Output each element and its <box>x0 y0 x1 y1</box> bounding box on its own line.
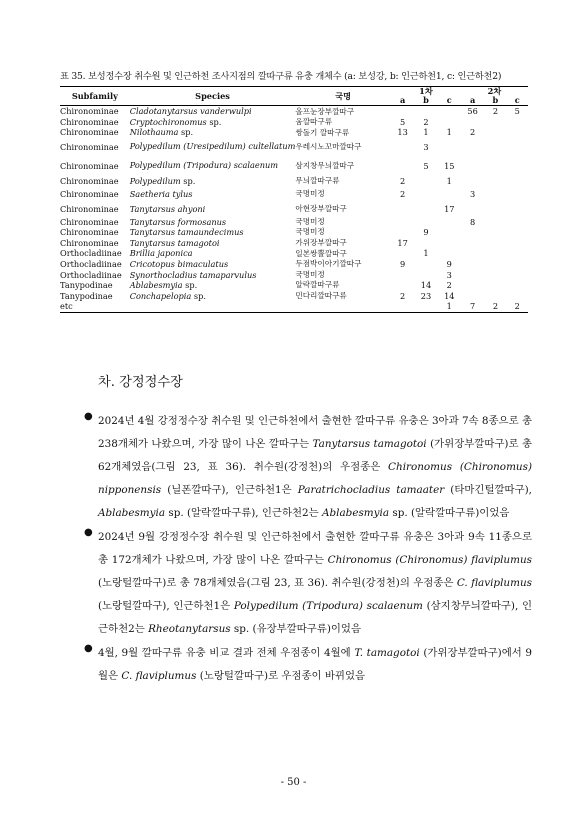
count-cell: 2 <box>400 175 406 186</box>
count-cell <box>391 106 414 117</box>
text-segment: (삼지창무늬깔따구), 인근하천2는 <box>98 600 533 635</box>
table-caption: 표 35. 보성정수장 취수원 및 인근하천 조사지점의 깔따구류 유충 개체수 (a: 보성강, b: 인근하천1, c: 인근하천2) <box>60 71 502 82</box>
korean-name-cell <box>295 301 391 312</box>
count-cell <box>461 176 484 187</box>
species-name: Synorthocladius tamaparvulus <box>129 269 257 280</box>
count-cell: 13 <box>397 127 408 138</box>
count-cell <box>484 269 506 280</box>
text-segment: (타마긴털깔따구), <box>444 484 532 496</box>
count-cell <box>484 186 506 201</box>
count-cell <box>414 186 437 201</box>
subfamily-cell: Orthocladiinae <box>60 269 122 280</box>
table-row <box>60 269 528 280</box>
table-row <box>60 280 528 291</box>
text-segment: (노랑털깔따구), 인근하천1은 <box>98 600 234 612</box>
subfamily-cell: Tanypodinae <box>60 290 113 301</box>
subfamily-cell: etc <box>60 301 130 312</box>
count-cell <box>461 227 484 238</box>
subfamily-cell: Chironominae <box>60 106 119 117</box>
scientific-name: C. flaviplumus <box>121 670 197 682</box>
table-row <box>60 291 528 302</box>
species-cell <box>130 291 296 302</box>
header-site: a <box>461 96 484 106</box>
species-cell <box>130 216 296 227</box>
count-cell <box>484 201 506 216</box>
korean-name-cell: 올프눈장부깔따구 <box>295 106 355 116</box>
count-cell: 2 <box>492 106 499 117</box>
count-cell <box>438 216 461 227</box>
subfamily-cell: Chironominae <box>60 175 119 186</box>
subfamily-cell: Chironominae <box>60 116 119 127</box>
subfamily-cell: Orthocladiinae <box>60 258 122 269</box>
subfamily-cell: Orthocladiinae <box>60 248 122 259</box>
count-cell <box>438 186 461 201</box>
header-round-1: 1차 <box>391 87 461 97</box>
text-segment: 2024년 4월 강정정수장 취수원 및 인근하천에서 출현한 깔따구류 유충은 3아과 7속 8종으로 총 238개체가 나왔으며, 가장 많이 나온 깔따구는 <box>98 415 532 450</box>
table-row <box>60 301 528 312</box>
count-cell <box>391 201 414 216</box>
species-suffix: sp. <box>180 175 196 186</box>
table-row <box>60 227 528 238</box>
count-cell <box>391 280 414 291</box>
count-cell <box>414 269 437 280</box>
count-cell: 1 <box>446 175 452 186</box>
scientific-name: Ablabesmyia <box>322 507 390 519</box>
count-cell: 2 <box>507 301 528 312</box>
species-name: Saetheria tylus <box>129 188 193 199</box>
table-row <box>60 186 528 201</box>
subfamily-cell: Chironominae <box>60 161 119 172</box>
species-name: Nilothauma <box>129 127 179 138</box>
count-cell <box>461 248 484 259</box>
count-cell: 5 <box>514 106 520 117</box>
count-cell: 5 <box>423 161 429 172</box>
count-cell <box>438 106 461 117</box>
count-cell: 2 <box>400 290 406 301</box>
header-site: c <box>507 96 528 106</box>
korean-name-cell: 국명미정 <box>295 216 325 226</box>
section-title: 차. 강정정수장 <box>98 375 183 390</box>
table-row <box>60 106 528 117</box>
species-cell <box>130 176 296 187</box>
scientific-name: Rheotanytarsus <box>148 623 231 635</box>
count-cell <box>461 280 484 291</box>
count-cell: 17 <box>397 237 408 248</box>
count-cell <box>391 248 414 259</box>
count-cell <box>438 138 461 157</box>
count-cell <box>484 248 506 259</box>
table-row <box>60 117 528 128</box>
count-cell: 8 <box>470 216 476 227</box>
count-cell: 5 <box>400 116 406 127</box>
header-site: b <box>414 96 437 106</box>
species-name: Tanytarsus tamaundecimus <box>129 227 244 238</box>
scientific-name: T. tamagotoi <box>354 647 420 659</box>
count-cell <box>484 216 506 227</box>
count-cell <box>461 157 484 176</box>
count-cell <box>507 201 528 216</box>
species-name: Conchapelopia <box>129 290 192 301</box>
count-cell <box>484 157 506 176</box>
bullet-item <box>84 526 532 641</box>
count-cell <box>461 291 484 302</box>
count-cell: 7 <box>461 301 484 312</box>
bullet-text <box>98 526 532 641</box>
count-cell <box>414 238 437 249</box>
species-name: Cladotanytarsus vanderwulpi <box>129 106 252 117</box>
korean-name-cell: 알락깔따구류 <box>295 280 340 290</box>
subfamily-cell: Chironominae <box>60 127 119 138</box>
table-row <box>60 176 528 187</box>
count-cell: 9 <box>446 258 452 269</box>
count-cell <box>438 248 461 259</box>
count-cell <box>391 227 414 238</box>
bullet-icon: ● <box>84 527 93 538</box>
scientific-name: Chironomus (Chironomus) flaviplumus <box>327 554 532 566</box>
header-subfamily: Subfamily <box>60 87 130 106</box>
count-cell <box>507 127 528 138</box>
species-cell <box>130 201 296 216</box>
count-cell: 1 <box>423 127 429 138</box>
count-cell <box>414 301 437 312</box>
count-cell: 1 <box>446 127 452 138</box>
text-segment: 4월, 9월 깔따구류 유충 비교 결과 전체 우점종이 4월에 <box>98 647 355 659</box>
korean-name-cell: 우레시노꼬마깔따구 <box>295 142 362 152</box>
species-table <box>60 86 528 313</box>
table-row <box>60 248 528 259</box>
count-cell: 2 <box>484 301 506 312</box>
text-segment: sp. (알락깔따구류), 인근하천2는 <box>165 507 322 519</box>
count-cell <box>391 269 414 280</box>
header-site: a <box>391 96 414 106</box>
table-row <box>60 157 528 176</box>
species-name: Cricotopus bimaculatus <box>129 258 229 269</box>
page-number: - 50 - <box>280 777 307 788</box>
bullet-icon: ● <box>84 643 93 654</box>
korean-name-cell: 국명미정 <box>295 189 325 199</box>
species-cell <box>130 186 296 201</box>
korean-name-cell: 두점박이아기깔따구 <box>295 259 362 269</box>
subfamily-cell: Tanypodinae <box>60 280 113 291</box>
text-segment: (노랑털깔따구)로 총 78개체였음(그림 23, 표 36). 취수원(강정천)의 우점종은 <box>98 577 457 589</box>
count-cell <box>507 216 528 227</box>
count-cell <box>414 176 437 187</box>
species-name: Polypedilum <box>129 175 181 186</box>
count-cell <box>484 291 506 302</box>
count-cell <box>484 138 506 157</box>
species-cell <box>130 127 296 138</box>
scientific-name: Chironomus (Chironomus) nipponensis <box>98 461 532 496</box>
korean-name-cell: 국명미정 <box>295 269 325 279</box>
species-cell <box>130 138 296 157</box>
korean-name-cell: 쌍돌기 깔따구류 <box>295 127 350 137</box>
count-cell: 2 <box>400 188 406 199</box>
subfamily-cell: Chironominae <box>60 237 119 248</box>
korean-name-cell: 민다리깔따구류 <box>295 291 347 301</box>
text-segment: (노랑털깔따구)로 우점종이 바뀌었음 <box>196 670 366 682</box>
table-row <box>60 201 528 216</box>
species-cell <box>130 157 296 176</box>
count-cell: 17 <box>444 203 455 214</box>
table-row <box>60 259 528 270</box>
count-cell <box>507 227 528 238</box>
species-cell <box>130 248 296 259</box>
scientific-name: Paratrichocladius tamaater <box>297 484 445 496</box>
count-cell: 2 <box>423 116 429 127</box>
count-cell: 56 <box>467 106 478 117</box>
korean-name-cell: 일본쌍뿔깔따구 <box>295 248 347 258</box>
species-name: Brillia japonica <box>129 248 193 259</box>
species-cell <box>130 227 296 238</box>
count-cell: 1 <box>423 248 429 259</box>
count-cell <box>391 216 414 227</box>
species-cell <box>130 280 296 291</box>
count-cell: 2 <box>470 127 476 138</box>
species-cell <box>130 238 296 249</box>
table-row <box>60 216 528 227</box>
scientific-name: Ablabesmyia <box>98 507 166 519</box>
bullet-text <box>98 410 532 525</box>
species-name: Ablabesmyia <box>129 280 183 291</box>
count-cell <box>414 201 437 216</box>
text-segment: sp. (유장부깔따구류)이었음 <box>230 623 361 635</box>
text-segment: sp. (알락깔따구류)이었음 <box>389 507 510 519</box>
count-cell <box>461 201 484 216</box>
bullet-item <box>84 410 532 525</box>
header-species: Species <box>130 87 296 106</box>
species-cell <box>130 106 296 117</box>
text-segment: (가위장부깔따구)로 총 62개체였음(그림 23, 표 36). 취수원(강정천)의 우점종은 <box>98 438 532 473</box>
count-cell <box>438 117 461 128</box>
text-segment: (닐폰깔따구), 인근하천1은 <box>161 484 298 496</box>
species-name: Tanytarsus ahyoni <box>129 203 206 214</box>
table-row <box>60 138 528 157</box>
korean-name-cell: 국명미정 <box>295 227 325 237</box>
header-round-2: 2차 <box>461 87 528 97</box>
species-name: Tanytarsus tamagotoi <box>129 237 220 248</box>
count-cell <box>391 138 414 157</box>
header-site: c <box>438 96 461 106</box>
header-korean-name: 국명 <box>295 87 391 106</box>
korean-name-cell: 아현장부깔따구 <box>295 204 347 214</box>
species-suffix: sp. <box>178 127 194 138</box>
count-cell <box>484 238 506 249</box>
count-cell <box>484 127 506 138</box>
count-cell: 3 <box>446 269 452 280</box>
count-cell <box>507 269 528 280</box>
count-cell <box>507 291 528 302</box>
count-cell <box>461 138 484 157</box>
count-cell <box>391 301 414 312</box>
count-cell <box>484 227 506 238</box>
text-segment: 2024년 9월 강정정수장 취수원 및 인근하천에서 출현한 깔따구류 유충은 3아과 9속 11종으로 총 172개체가 나왔으며, 가장 많이 나온 깔따구는 <box>98 531 532 566</box>
text-segment: (가위장부깔따구)에서 9월은 <box>98 647 532 682</box>
korean-name-cell: 움깔따구류 <box>295 117 333 127</box>
count-cell: 23 <box>420 290 432 301</box>
species-suffix: sp. <box>182 280 198 291</box>
count-cell: 9 <box>423 227 429 238</box>
species-suffix: sp. <box>191 290 206 301</box>
scientific-name: Polypedilum (Tripodura) scalaenum <box>233 600 423 612</box>
count-cell <box>414 216 437 227</box>
count-cell <box>461 117 484 128</box>
count-cell <box>507 248 528 259</box>
count-cell <box>461 269 484 280</box>
bullet-item <box>84 642 532 688</box>
count-cell <box>414 106 437 117</box>
table-row <box>60 238 528 249</box>
count-cell <box>484 259 506 270</box>
count-cell <box>484 280 506 291</box>
count-cell: 2 <box>446 280 452 291</box>
count-cell: 3 <box>423 142 429 153</box>
species-cell <box>130 259 296 270</box>
count-cell <box>507 117 528 128</box>
count-cell <box>414 259 437 270</box>
bullet-list <box>84 410 532 689</box>
subfamily-cell: Chironominae <box>60 188 119 199</box>
header-site: b <box>484 96 506 106</box>
species-name: Polypedilum (Tripodura) scalaenum <box>129 160 279 171</box>
subfamily-cell: Chironominae <box>60 227 119 238</box>
count-cell <box>507 238 528 249</box>
species-cell <box>130 269 296 280</box>
count-cell <box>507 157 528 176</box>
count-cell <box>461 238 484 249</box>
count-cell <box>507 176 528 187</box>
count-cell <box>507 259 528 270</box>
count-cell: 1 <box>438 301 461 312</box>
count-cell <box>438 227 461 238</box>
species-name: Cryptochironomus <box>129 116 207 127</box>
species-suffix: sp. <box>206 116 222 127</box>
subfamily-cell: Chironominae <box>60 216 119 227</box>
count-cell <box>507 186 528 201</box>
subfamily-cell: Chironominae <box>60 203 119 214</box>
subfamily-cell: Chironominae <box>60 142 119 153</box>
species-cell <box>130 117 296 128</box>
species-cell <box>130 301 296 312</box>
scientific-name: C. flaviplumus <box>456 577 532 589</box>
count-cell: 9 <box>400 258 406 269</box>
korean-name-cell: 무늬깔따구류 <box>295 176 340 186</box>
count-cell <box>507 280 528 291</box>
count-cell: 3 <box>470 188 476 199</box>
count-cell: 14 <box>420 280 432 291</box>
count-cell <box>484 176 506 187</box>
species-name: Polypedilum (Uresipedilum) cultellatum <box>129 141 296 152</box>
count-cell: 15 <box>444 161 455 172</box>
species-name: Tanytarsus formosanus <box>129 216 227 227</box>
table-row <box>60 127 528 138</box>
count-cell <box>438 238 461 249</box>
count-cell <box>507 138 528 157</box>
bullet-icon: ● <box>84 411 93 422</box>
count-cell: 14 <box>444 290 455 301</box>
korean-name-cell: 가위장부깔따구 <box>295 238 347 248</box>
scientific-name: Tanytarsus tamagotoi <box>312 438 427 450</box>
count-cell <box>391 157 414 176</box>
bullet-text <box>98 642 532 688</box>
count-cell <box>461 259 484 270</box>
count-cell <box>484 117 506 128</box>
korean-name-cell: 삼지창무늬깔따구 <box>295 161 355 171</box>
